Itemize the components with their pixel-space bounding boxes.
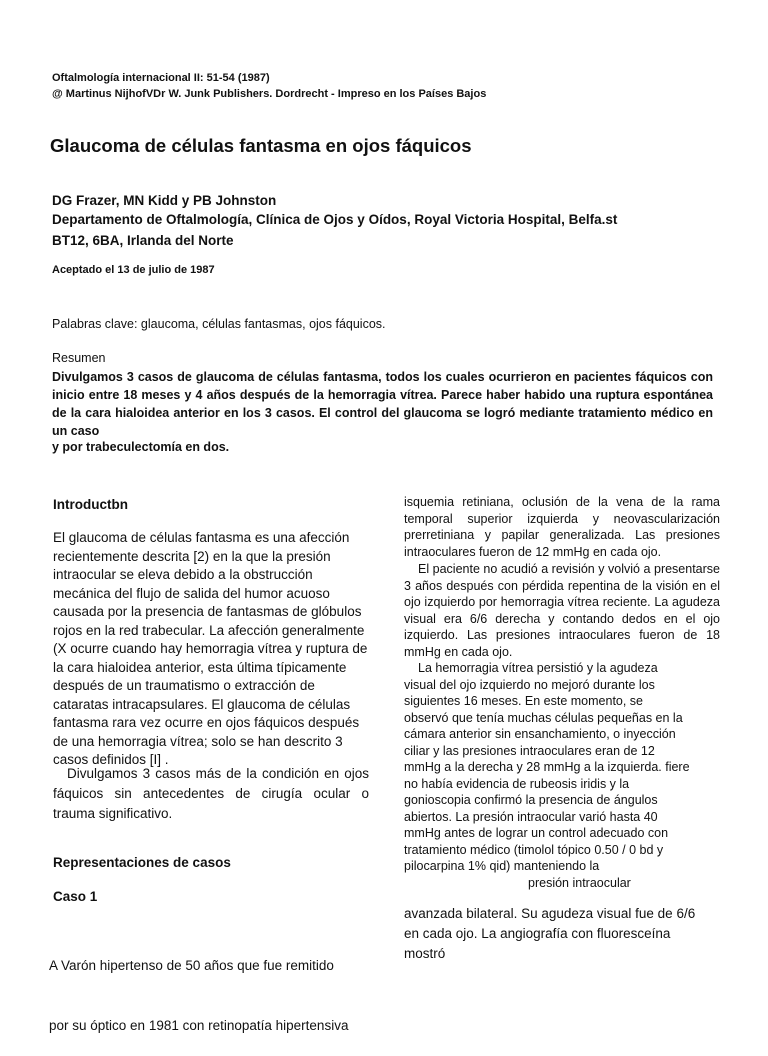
- case1-line: A Varón hipertenso de 50 años que fue remitido: [49, 958, 334, 973]
- intro-line: fantasma rara vez ocurre en ojos fáquicos después: [53, 715, 360, 730]
- intro-paragraph-2: Divulgamos 3 casos más de la condición en ojos fáquicos sin antecedentes de cirugía ocular o trauma significativo.: [53, 766, 369, 821]
- intro-line: mecánica del flujo de salida del humor acuoso: [53, 585, 330, 601]
- case1-paragraph: [49, 916, 348, 1056]
- intro-line: recientemente descrita [2) en la que la presión: [53, 548, 331, 564]
- p3-line: gonioscopia confirmó la presencia de ángulos: [404, 793, 658, 807]
- intro-line: cataratas intracapsulares. El glaucoma de células: [53, 696, 351, 712]
- cases-heading: Representaciones de casos: [53, 855, 231, 870]
- p3-line-end: presión intraocular: [528, 875, 631, 890]
- intro-line: después de un traumatismo o extracción de: [53, 678, 315, 693]
- intro-line: la cara hialoidea anterior, esta última típicamente: [53, 659, 347, 675]
- intro-line: intraocular se eleva debido a la obstrucción: [53, 567, 313, 582]
- case1-paragraph-2: El paciente no acudió a revisión y volvió a presentarse 3 años después con pérdida repentina de la visión en el ojo izquierdo por hemorragia vítrea reciente. La agudeza visual era 6/6 derecha y contando dedos en el ojo izquierdo. Las presiones intraoculares fueron de 18 mmHg en cada ojo.: [404, 562, 720, 659]
- p3-line: siguientes 16 meses. En este momento, se: [404, 694, 644, 708]
- case1-paragraph-3: [404, 660, 690, 891]
- case1-paragraph-4: [404, 904, 695, 964]
- intro-line: de una hemorragia vítrea; solo se han descrito 3: [53, 733, 343, 749]
- intro-line: rojos en la red trabecular. La afección generalmente: [53, 622, 365, 638]
- case1-line: por su óptico en 1981 con retinopatía hipertensiva: [49, 1018, 349, 1033]
- p3-line: visual del ojo izquierdo no mejoró durante los: [404, 677, 655, 692]
- journal-citation: Oftalmología internacional II: 51-54 (1987): [52, 72, 270, 84]
- author-department: Departamento de Oftalmología, Clínica de Ojos y Oídos, Royal Victoria Hospital, Belfa.st: [52, 212, 618, 227]
- p4-line: mostró: [404, 946, 446, 961]
- abstract-heading: Resumen: [52, 351, 106, 365]
- author-names: DG Frazer, MN Kidd y PB Johnston: [52, 193, 277, 208]
- author-address: BT12, 6BA, Irlanda del Norte: [52, 233, 234, 248]
- p4-line: avanzada bilateral. Su agudeza visual fue de 6/6: [404, 906, 696, 921]
- p3-line: pilocarpina 1% qid) manteniendo la: [404, 859, 600, 873]
- intro-line: casos definidos [I] .: [53, 752, 169, 767]
- abstract-body: Divulgamos 3 casos de glaucoma de células fantasma, todos los cuales ocurrieron en pacientes fáquicos con inicio entre 18 meses y 4 años después de la hemorragia vítrea. Parece haber habido una ruptura espontánea de la cara hialoidea anterior en los 3 casos. El control del glaucoma se logró mediante tratamiento médico en un caso: [52, 370, 713, 438]
- p3-line: cámara anterior sin ensanchamiento, o inyección: [404, 727, 676, 741]
- intro-line: (X ocurre cuando hay hemorragia vítrea y ruptura de: [53, 641, 368, 656]
- p3-line: no había evidencia de rubeosis iridis y la: [404, 776, 630, 791]
- intro-line: El glaucoma de células fantasma es una afección: [53, 530, 350, 545]
- case1-continuation: isquemia retiniana, oclusión de la vena de la rama temporal superior izquierda y neovascularización prerretiniana y papilar generalizada. Las presiones intraoculares fueron de 12 mmHg en cada ojo.: [404, 495, 720, 559]
- intro-line: causada por la presencia de fantasmas de glóbulos: [53, 604, 362, 619]
- p3-line: tratamiento médico (timolol tópico 0.50 / 0 bd y: [404, 842, 664, 857]
- p3-line: La hemorragia vítrea persistió y la agudeza: [418, 661, 658, 675]
- p4-line: en cada ojo. La angiografía con fluoresceína: [404, 926, 671, 941]
- abstract-last-line: y por trabeculectomía en dos.: [52, 440, 230, 454]
- p3-line: abiertos. La presión intraocular varió hasta 40: [404, 809, 658, 824]
- p3-line: ciliar y las presiones intraoculares eran de 12: [404, 743, 655, 758]
- case1-heading: Caso 1: [53, 889, 98, 904]
- intro-heading: Introductbn: [53, 497, 128, 512]
- intro-paragraph: [53, 529, 367, 770]
- publisher-line: @ Martinus NijhofVDr W. Junk Publishers. Dordrecht - Impreso en los Países Bajos: [52, 88, 487, 100]
- paper-title: Glaucoma de células fantasma en ojos fáquicos: [50, 135, 472, 156]
- p3-line: observó que tenía muchas células pequeñas en la: [404, 710, 683, 725]
- p3-line: mmHg antes de lograr un control adecuado con: [404, 826, 669, 840]
- accepted-date: Aceptado el 13 de julio de 1987: [52, 264, 215, 276]
- p3-line: mmHg a la derecha y 28 mmHg a la izquierda. fiere: [404, 760, 690, 774]
- keywords: Palabras clave: glaucoma, células fantasmas, ojos fáquicos.: [52, 317, 386, 331]
